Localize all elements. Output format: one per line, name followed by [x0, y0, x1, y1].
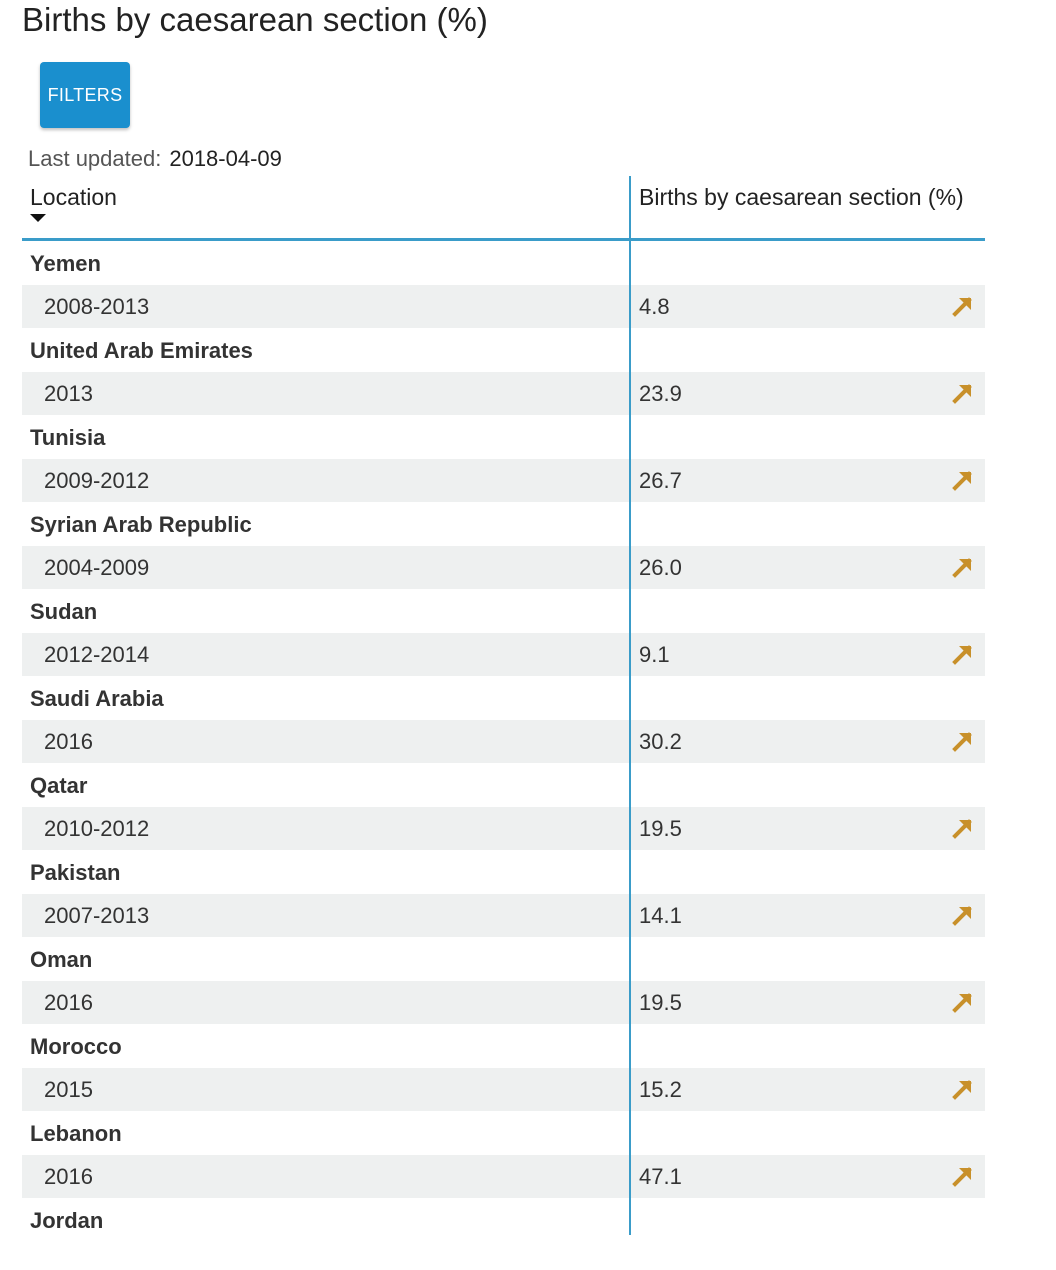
- country-name: Jordan: [30, 1208, 104, 1233]
- country-name: Yemen: [30, 251, 101, 276]
- period-cell: 2004-2009: [44, 554, 150, 580]
- country-name: Qatar: [30, 773, 88, 798]
- value-cell: 15.2: [639, 1076, 682, 1102]
- caret-down-icon[interactable]: [30, 214, 46, 222]
- country-name: Pakistan: [30, 860, 121, 885]
- arrow-up-right-icon[interactable]: [951, 816, 975, 840]
- arrow-up-right-icon[interactable]: [951, 468, 975, 492]
- table-body: [22, 241, 985, 1242]
- value-cell: 47.1: [639, 1163, 682, 1189]
- country-name: Syrian Arab Republic: [30, 512, 252, 537]
- country-name: Saudi Arabia: [30, 686, 164, 711]
- country-name: Oman: [30, 947, 93, 972]
- column-divider: [629, 176, 631, 1235]
- arrow-up-right-icon[interactable]: [951, 642, 975, 666]
- arrow-up-right-icon[interactable]: [951, 1164, 975, 1188]
- table-row: [22, 1155, 985, 1199]
- value-cell: 30.2: [639, 728, 682, 754]
- table-row: [22, 372, 985, 416]
- country-row: [22, 241, 985, 285]
- value-cell: 9.1: [639, 641, 670, 667]
- country-row: [22, 937, 985, 981]
- column-header-location[interactable]: Location: [30, 184, 117, 210]
- country-row: [22, 1111, 985, 1155]
- column-header-value: Births by caesarean section (%): [639, 184, 964, 210]
- arrow-up-right-icon[interactable]: [951, 729, 975, 753]
- table-row: [22, 459, 985, 503]
- country-name: Lebanon: [30, 1121, 122, 1146]
- country-row: [22, 850, 985, 894]
- value-cell: 19.5: [639, 989, 682, 1015]
- period-cell: 2010-2012: [44, 815, 150, 841]
- country-name: United Arab Emirates: [30, 338, 253, 363]
- period-cell: 2016: [44, 728, 93, 754]
- last-updated: [28, 146, 282, 172]
- arrow-up-right-icon[interactable]: [951, 903, 975, 927]
- period-cell: 2015: [44, 1076, 93, 1102]
- last-updated-label: Last updated:: [28, 146, 162, 171]
- table-row: [22, 546, 985, 590]
- table-header: [22, 176, 985, 241]
- country-row: [22, 676, 985, 720]
- page-title: Births by caesarean section (%): [22, 1, 488, 38]
- table-row: [22, 720, 985, 764]
- value-cell: 14.1: [639, 902, 682, 928]
- country-row: [22, 589, 985, 633]
- country-row: [22, 328, 985, 372]
- arrow-up-right-icon[interactable]: [951, 555, 975, 579]
- table-row: [22, 633, 985, 677]
- country-row: [22, 1024, 985, 1068]
- period-cell: 2013: [44, 380, 93, 406]
- arrow-up-right-icon[interactable]: [951, 1077, 975, 1101]
- table-row: [22, 981, 985, 1025]
- data-table: [22, 176, 985, 1242]
- arrow-up-right-icon[interactable]: [951, 381, 975, 405]
- period-cell: 2008-2013: [44, 293, 150, 319]
- table-row: [22, 894, 985, 938]
- arrow-up-right-icon[interactable]: [951, 990, 975, 1014]
- country-row: [22, 763, 985, 807]
- period-cell: 2016: [44, 989, 93, 1015]
- period-cell: 2007-2013: [44, 902, 150, 928]
- filters-button[interactable]: FILTERS: [40, 62, 130, 128]
- last-updated-value: 2018-04-09: [169, 146, 282, 171]
- value-cell: 4.8: [639, 293, 670, 319]
- country-row: [22, 502, 985, 546]
- value-cell: 26.7: [639, 467, 682, 493]
- country-name: Sudan: [30, 599, 98, 624]
- period-cell: 2012-2014: [44, 641, 150, 667]
- value-cell: 23.9: [639, 380, 682, 406]
- value-cell: 19.5: [639, 815, 682, 841]
- period-cell: 2016: [44, 1163, 93, 1189]
- country-name: Morocco: [30, 1034, 122, 1059]
- arrow-up-right-icon[interactable]: [951, 294, 975, 318]
- table-row: [22, 1068, 985, 1112]
- value-cell: 26.0: [639, 554, 682, 580]
- country-row: [22, 415, 985, 459]
- table-row: [22, 807, 985, 851]
- country-name: Tunisia: [30, 425, 106, 450]
- table-row: [22, 285, 985, 329]
- period-cell: 2009-2012: [44, 467, 150, 493]
- country-row: [22, 1198, 985, 1242]
